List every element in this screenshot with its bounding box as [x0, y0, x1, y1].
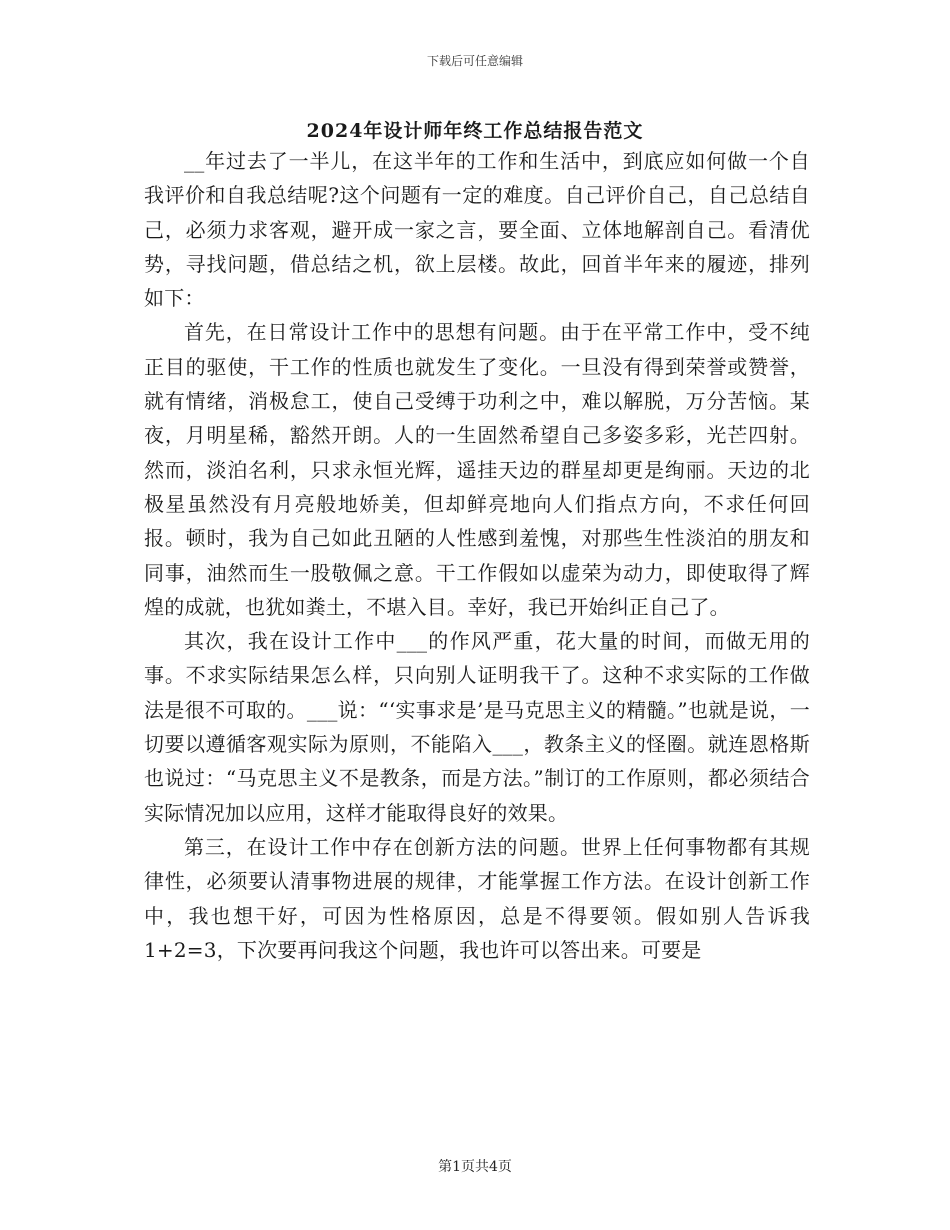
- paragraph-second: 其次，我在设计工作中___的作风严重，花大量的时间，而做无用的事。不求实际结果怎么样，只向别人证明我干了。这种不求实际的工作做法是很不可取的。___说：“‘实事求是’是马克思主义的精髓。”也就是说，一切要以遵循客观实际为原则，不能陷入___，教条主义的怪圈。就连恩格斯也说过：“马克思主义不是教条，而是方法。”制订的工作原则，都必须结合实际情况加以应用，这样才能取得良好的效果。: [144, 629, 810, 825]
- document-title: 2024年设计师年终工作总结报告范文: [306, 120, 644, 142]
- page-indicator: 第1页共4页: [438, 1159, 512, 1175]
- paragraph-third: 第三，在设计工作中存在创新方法的问题。世界上任何事物都有其规律性，必须要认清事物进展的规律，才能掌握工作方法。在设计创新工作中，我也想干好，可因为性格原因，总是不得要领。假如别人告诉我1+2=3，下次要再问我这个问题，我也许可以答出来。可要是: [144, 834, 810, 962]
- paragraph-intro: __年过去了一半儿，在这半年的工作和生活中，到底应如何做一个自我评价和自我总结呢?这个问题有一定的难度。自己评价自己，自己总结自己，必须力求客观，避开成一家之言，要全面、立体地解剖自己。看清优势，寻找问题，借总结之机，欲上层楼。故此，回首半年来的履迹，排列如下：: [144, 149, 810, 311]
- document-body: [144, 144, 810, 967]
- paragraph-first: 首先，在日常设计工作中的思想有问题。由于在平常工作中，受不纯正目的驱使，干工作的性质也就发生了变化。一旦没有得到荣誉或赞誉，就有情绪，消极怠工，使自己受缚于功利之中，难以解脱，万分苦恼。某夜，月明星稀，豁然开朗。人的一生固然希望自己多姿多彩，光芒四射。然而，淡泊名利，只求永恒光辉，遥挂天边的群星却更是绚丽。天边的北极星虽然没有月亮般地娇美，但却鲜亮地向人们指点方向，不求任何回报。顿时，我为自己如此丑陋的人性感到羞愧，对那些生性淡泊的朋友和同事，油然而生一股敬佩之意。干工作假如以虚荣为动力，即使取得了辉煌的成就，也犹如粪土，不堪入目。幸好，我已开始纠正自己了。: [144, 320, 810, 619]
- header-note: 下载后可任意编辑: [426, 54, 523, 68]
